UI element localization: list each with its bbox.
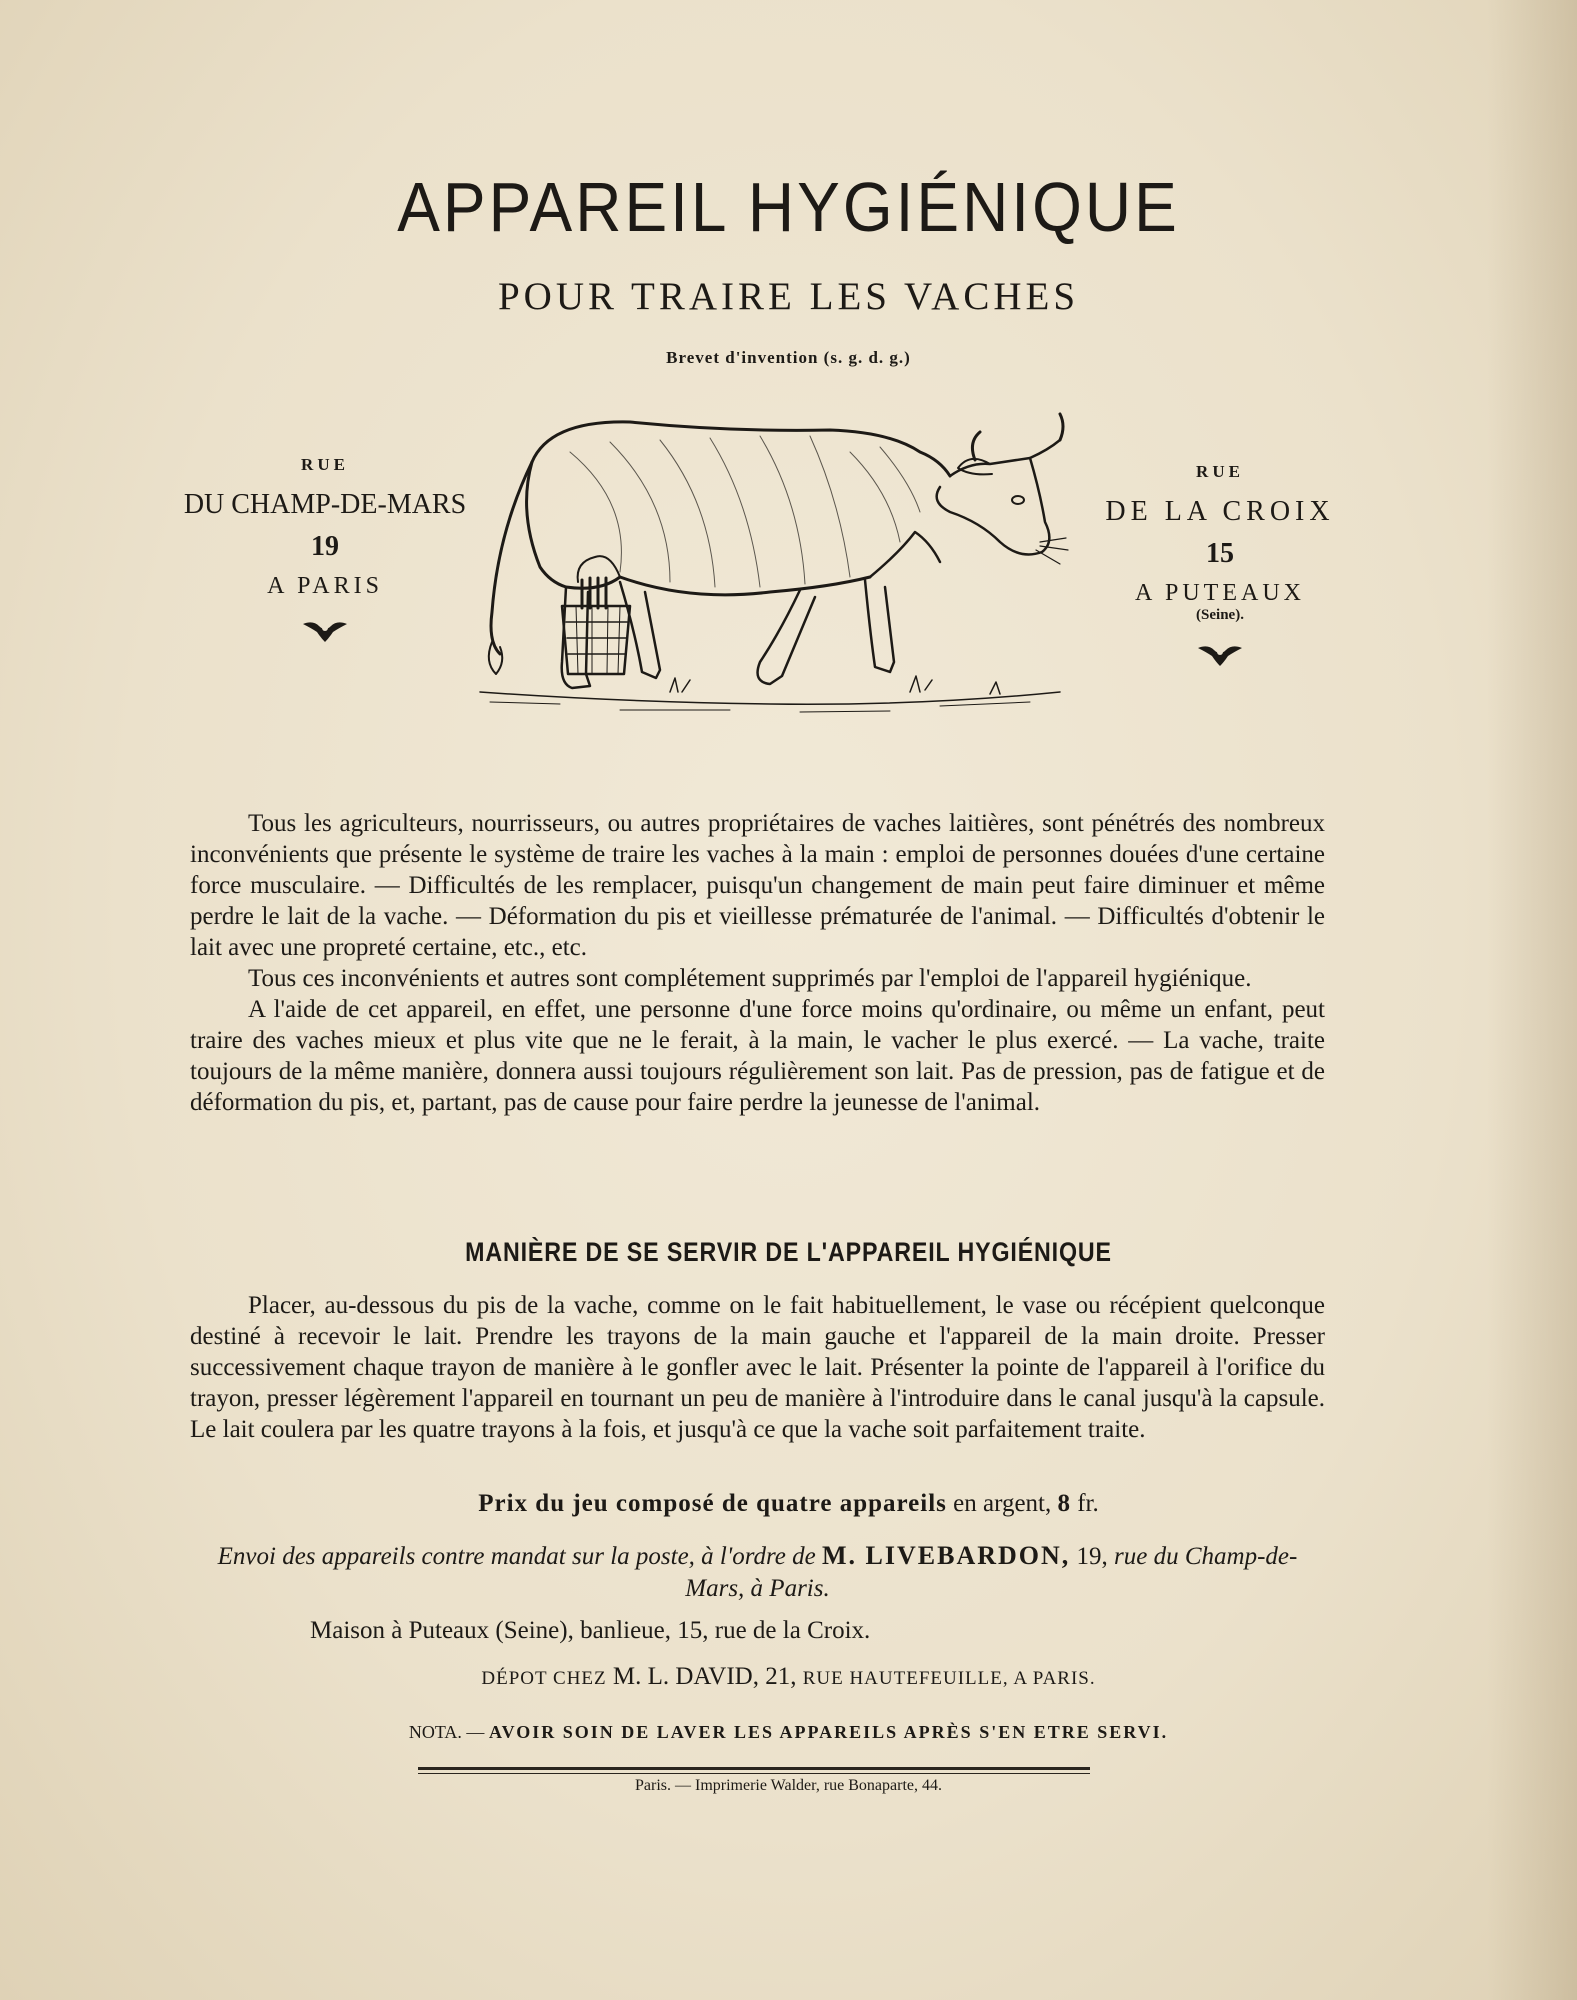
price-line — [0, 1490, 1577, 1518]
price-label: Prix du jeu composé de quatre appareils — [478, 1490, 947, 1517]
depot-address: RUE HAUTEFEUILLE, A PARIS. — [802, 1668, 1096, 1689]
usage-instructions — [190, 1290, 1325, 1445]
price-middle: en argent, — [953, 1490, 1052, 1517]
fleuron-ornament-icon — [1196, 642, 1244, 668]
nota-text: AVOIR SOIN DE LAVER LES APPAREILS APRÈS S'EN ETRE SERVI. — [488, 1722, 1169, 1742]
seller-name: M. LIVEBARDON, — [822, 1541, 1071, 1570]
usage-heading: MANIÈRE DE SE SERVIR DE L'APPAREIL HYGIÉNIQUE — [465, 1237, 1112, 1267]
depot-line — [0, 1663, 1577, 1691]
fleuron-ornament-icon — [301, 618, 349, 644]
patent-note: Brevet d'invention (s. g. d. g.) — [666, 348, 911, 367]
shipping-suffix: rue du Champ-de-Mars, à Paris. — [685, 1543, 1298, 1602]
nota-line — [0, 1722, 1577, 1743]
depot-name: M. L. DAVID, 21, — [612, 1663, 797, 1690]
address-street: DE LA CROIX — [1105, 496, 1335, 527]
seller-number: 19, — [1076, 1543, 1108, 1570]
cow-engraving-illustration — [470, 392, 1070, 722]
printer-imprint: Paris. — Imprimerie Walder, rue Bonaparte, 44. — [634, 1777, 942, 1794]
address-number: 15 — [1206, 538, 1234, 569]
shipping-note — [190, 1540, 1325, 1605]
address-department: (Seine). — [1196, 607, 1244, 623]
address-label: RUE — [301, 455, 349, 474]
price-unit: fr. — [1077, 1490, 1099, 1517]
address-city: A PUTEAUX — [1134, 580, 1305, 606]
paragraph: A l'aide de cet appareil, en effet, une personne d'une force moins qu'ordinaire, ou même un enfant, peut traire des vaches mieux et plus vite que ne le ferait, à la main, le vacher le plus exercé. — La vache, traite toujours de la même manière, donnera aussi toujours régulièrement son lait. Pas de pression, pas de fatigue et de déformation du pis, et, partant, pas de cause pour faire perdre la jeunesse de l'animal. — [190, 996, 1325, 1116]
price-amount: 8 — [1057, 1490, 1071, 1517]
paragraph: Placer, au-dessous du pis de la vache, comme on le fait habituellement, le vase ou récépient quelconque destiné à recevoir le lait. Prendre les trayons de la main gauche et l'appareil de la main droite. Presser successivement chaque trayon de manière à le gonfler avec le lait. Présenter la pointe de l'appareil à l'orifice du trayon, presser légèrement l'appareil en tournant un peu de manière à l'introduire dans le canal jusqu'à la capsule. Le lait coulera par les quatre trayons à la fois, et jusqu'à ce que la vache soit parfaitement traite. — [190, 1292, 1325, 1443]
address-street: DU CHAMP-DE-MARS — [183, 489, 467, 520]
paragraph: Tous les agriculteurs, nourrisseurs, ou autres propriétaires de vaches laitières, sont pénétrés des nombreux inconvénients que présente le système de traire les vaches à la main : emploi de personnes douées d'une certaine force musculaire. — Difficultés de les remplacer, puisqu'un changement de main peut faire diminuer et même perdre le lait de la vache. — Déformation du pis et vieillesse prématurée de l'animal. — Difficultés d'obtenir le lait avec une propreté certaine, etc., etc. — [190, 810, 1325, 961]
depot-prefix: DÉPOT CHEZ — [481, 1668, 607, 1689]
address-puteaux — [1060, 462, 1380, 673]
shipping-prefix: Envoi des appareils contre mandat sur la poste, à l'ordre de — [217, 1543, 816, 1570]
nota-label: NOTA. — — [408, 1722, 485, 1742]
address-paris — [175, 455, 475, 649]
divider-rule — [418, 1767, 1090, 1770]
page-subtitle: POUR TRAIRE LES VACHES — [497, 275, 1080, 318]
intro-paragraphs — [190, 808, 1325, 1118]
address-city: A PARIS — [267, 573, 383, 599]
address-label: RUE — [1196, 462, 1244, 481]
divider-rule-thin — [418, 1773, 1090, 1774]
maison-address: Maison à Puteaux (Seine), banlieue, 15, rue de la Croix. — [310, 1617, 871, 1644]
address-number: 19 — [311, 531, 339, 562]
page-title: APPAREIL HYGIÉNIQUE — [397, 168, 1180, 246]
paragraph: Tous ces inconvénients et autres sont complétement supprimés par l'emploi de l'appareil hygiénique. — [248, 965, 1252, 992]
